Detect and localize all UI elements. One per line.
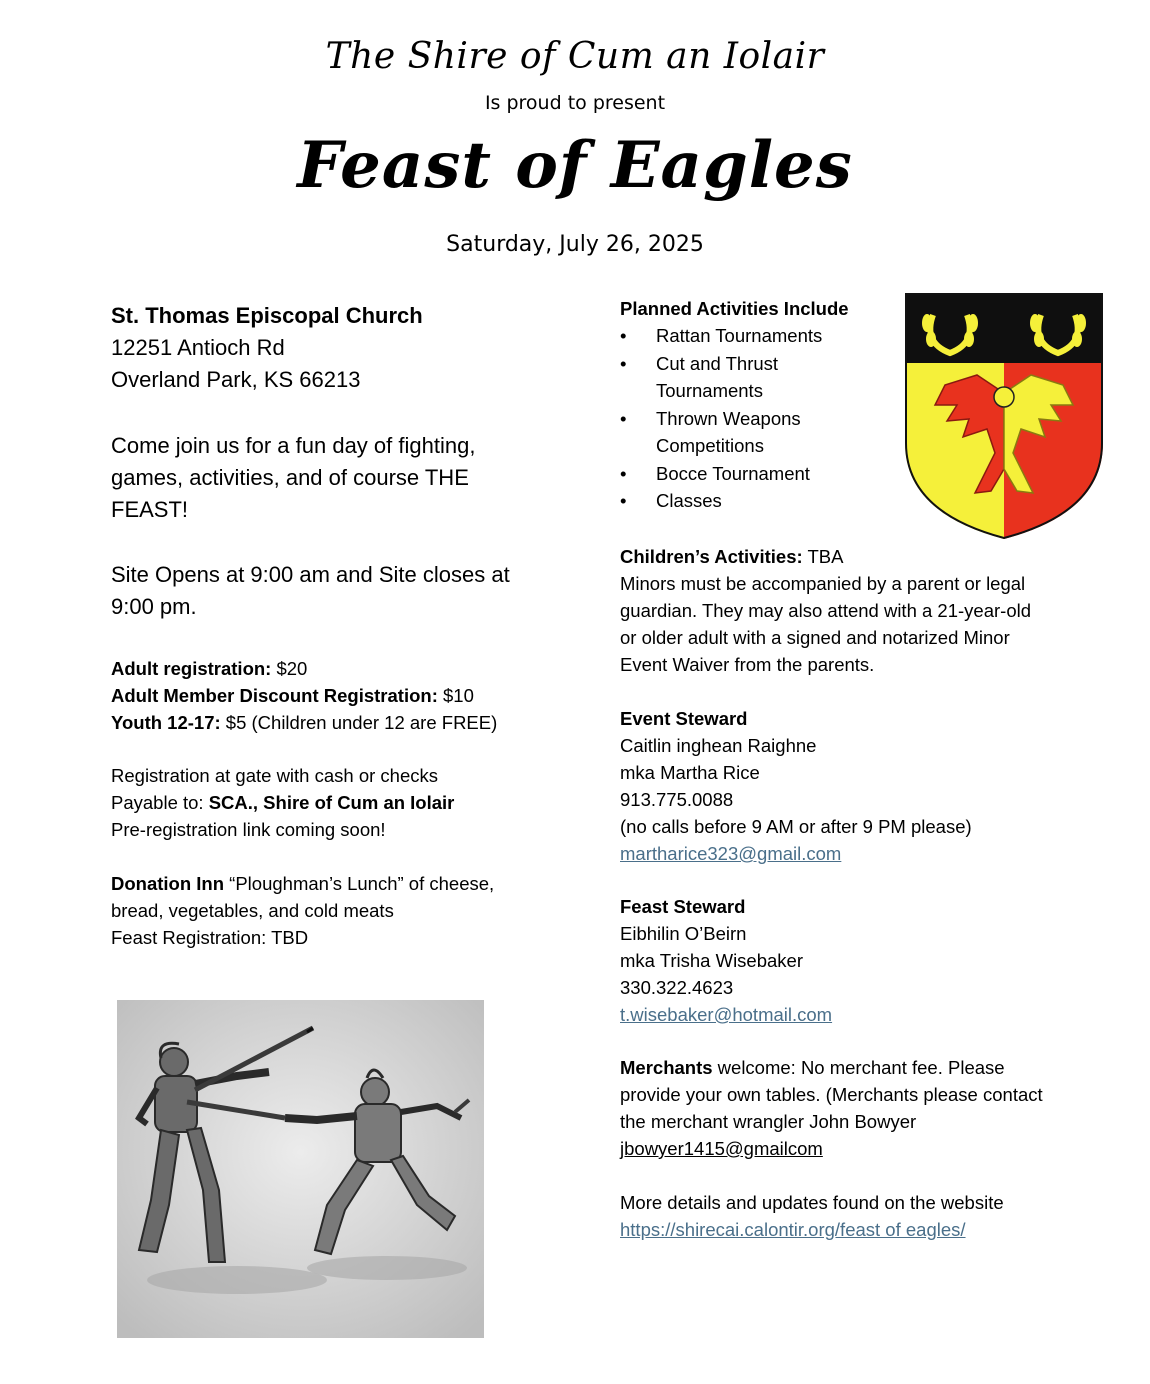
fees-block (111, 655, 561, 736)
children-label: Children’s Activities: (620, 546, 803, 567)
fee-value: $20 (271, 658, 308, 679)
donation-line (111, 870, 541, 924)
fee-label: Adult registration: (111, 658, 272, 679)
feast-steward-heading: Feast Steward (620, 896, 746, 917)
fee-value: $10 (437, 685, 474, 706)
event-steward-name: Caitlin inghean Raighne (620, 735, 817, 756)
feast-registration: Feast Registration: TBD (111, 927, 309, 948)
location-block (111, 300, 561, 396)
children-line (620, 543, 1050, 570)
fee-youth (111, 709, 561, 736)
preregistration-line: Pre-registration link coming soon! (111, 819, 386, 840)
location-street: 12251 Antioch Rd (111, 335, 285, 360)
fee-adult (111, 655, 561, 682)
activity-label: • Bocce Tournament (656, 462, 810, 484)
registration-block (111, 762, 561, 843)
proud-to-present: Is proud to present (484, 92, 666, 114)
payable-label: Payable to: (111, 792, 209, 813)
activity-label: • Thrown Weapons Competitions (656, 407, 801, 456)
merchant-email-link[interactable]: jbowyer1415@gmailcom (620, 1138, 823, 1159)
donation-label: Donation Inn (111, 873, 225, 894)
event-steward-mka: mka Martha Rice (620, 762, 760, 783)
event-title: Feast of Eagles (297, 128, 853, 203)
feast-steward-mka: mka Trisha Wisebaker (620, 950, 803, 971)
website-link[interactable]: https://shirecai.calontir.org/feast of eagles/ (620, 1219, 966, 1240)
activity-label: • Rattan Tournaments (656, 325, 823, 346)
location-name: St. Thomas Episcopal Church (111, 303, 423, 328)
location-city: Overland Park, KS 66213 (111, 367, 361, 392)
feast-steward-name: Eibhilin O’Beirn (620, 923, 747, 944)
minors-text: Minors must be accompanied by a parent or legal guardian. They may also attend with a 21-year-old or older adult with a signed and notarized Minor Event Waiver from the parents. (620, 573, 1032, 675)
sword-fighters-drawing (117, 1000, 484, 1338)
more-details-block (620, 1189, 1050, 1243)
intro-text: Come join us for a fun day of fighting, games, activities, and of course THE FEAST! (111, 433, 476, 522)
event-steward-email-link[interactable]: martharice323@gmail.com (620, 843, 842, 864)
event-steward-heading: Event Steward (620, 708, 748, 729)
event-date: Saturday, July 26, 2025 (446, 232, 704, 257)
fee-label: Youth 12-17: (111, 712, 221, 733)
merchants-block (620, 1054, 1050, 1162)
registration-line: Registration at gate with cash or checks (111, 765, 438, 786)
feast-steward-phone: 330.322.4623 (620, 977, 734, 998)
payable-value: SCA., Shire of Cum an Iolair (208, 792, 455, 813)
activity-label: • Cut and Thrust Tournaments (656, 352, 779, 401)
feast-steward-email-link[interactable]: t.wisebaker@hotmail.com (620, 1004, 833, 1025)
shire-name: The Shire of Cum an Iolair (325, 36, 825, 77)
merchants-body: welcome: No merchant fee. Please provide your own tables. (Merchants please contact the merchant wrangler John Bowyer (620, 1057, 1043, 1132)
feast-steward-block (620, 893, 1060, 1028)
activity-label: • Classes (656, 490, 722, 511)
donation-block (111, 870, 541, 951)
fee-member (111, 682, 561, 709)
eagle-shield-icon (905, 293, 1103, 539)
children-block (620, 543, 1050, 678)
sword-fighters-image (117, 1000, 484, 1338)
fee-label: Adult Member Discount Registration: (111, 685, 438, 706)
more-details-text: More details and updates found on the website (620, 1192, 1004, 1213)
payable-line (111, 789, 561, 816)
fee-value: $5 (Children under 12 are FREE) (220, 712, 498, 733)
children-value: TBA (802, 546, 844, 567)
event-steward-phone: 913.775.0088 (620, 789, 734, 810)
merchants-label: Merchants (620, 1057, 713, 1078)
event-steward-block (620, 705, 1060, 867)
heraldic-eagle-shield (905, 293, 1103, 539)
event-steward-note: (no calls before 9 AM or after 9 PM please) (620, 816, 972, 837)
site-hours: Site Opens at 9:00 am and Site closes at 9:00 pm. (111, 562, 510, 619)
merchants-text (620, 1054, 1050, 1135)
activities-heading: Planned Activities Include (620, 298, 849, 319)
donation-text: “Ploughman’s Lunch” of cheese, bread, vegetables, and cold meats (111, 873, 495, 921)
